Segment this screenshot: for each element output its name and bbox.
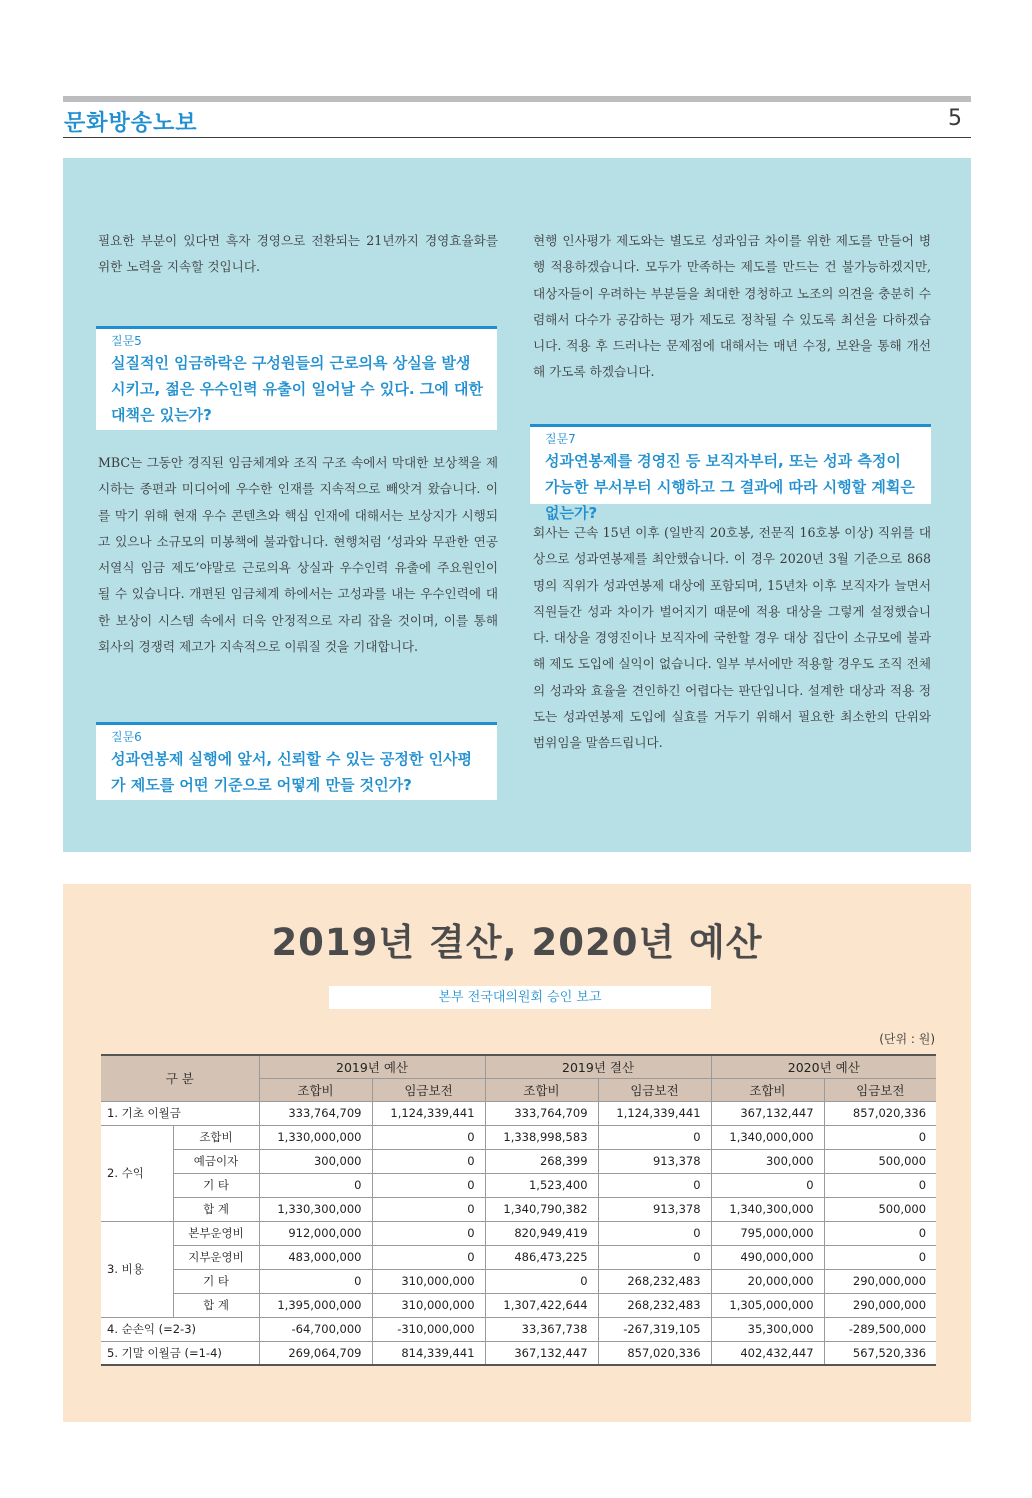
- table-cell: 795,000,000: [711, 1221, 824, 1245]
- table-cell: 269,064,709: [259, 1341, 372, 1365]
- question-6-label: 질문6: [111, 730, 142, 744]
- table-cell: 268,232,483: [598, 1293, 711, 1317]
- table-cell: 0: [372, 1245, 485, 1269]
- table-cell: 333,764,709: [485, 1101, 598, 1125]
- table-cell: 20,000,000: [711, 1269, 824, 1293]
- table-cell: 1,338,998,583: [485, 1125, 598, 1149]
- answer-5-text: MBC는 그동안 경직된 임금체계와 조직 구조 속에서 막대한 보상책을 제시하는 종편과 미디어에 우수한 인재를 지속적으로 빼앗겨 왔습니다. 이를 막기 위해 현재 우수 콘텐츠와 핵심 인재에 대해서는 보상지가 시행되고 있으나 소규모의 미봉책에 불과합니다. 현행처럼 ‘성과와 무관한 연공서열식 임금 제도’야말로 근로의욕 상실과 우수인력 유출에 주요원인이 될 수 있습니다. 개편된 임금체계 하에서는 고성과를 내는 우수인력에 대한 보상이 시스템 속에서 더욱 안정적으로 자리 잡을 것이며, 이를 통해 회사의 경쟁력 제고가 지속적으로 이뤄질 것을 기대합니다.: [98, 455, 498, 655]
- table-row: [101, 1125, 936, 1149]
- column-header: 임금보전: [824, 1078, 936, 1101]
- question-6-text: 성과연봉제 실행에 앞서, 신뢰할 수 있는 공정한 인사평가 제도를 어떤 기준으로 어떻게 만들 것인가?: [111, 750, 473, 794]
- row-label: 기 타: [173, 1269, 259, 1293]
- table-cell: 0: [824, 1221, 936, 1245]
- table-cell: 268,232,483: [598, 1269, 711, 1293]
- table-cell: 300,000: [711, 1149, 824, 1173]
- table-cell: 310,000,000: [372, 1293, 485, 1317]
- table-cell: 0: [598, 1245, 711, 1269]
- table-cell: 820,949,419: [485, 1221, 598, 1245]
- table-cell: 0: [259, 1173, 372, 1197]
- row-label: 4. 순손익 (=2-3): [101, 1317, 259, 1341]
- header-rule: [63, 96, 971, 102]
- publication-title: 문화방송노보: [64, 111, 198, 136]
- budget-title: 2019년 결산, 2020년 예산: [271, 921, 763, 964]
- question-7-text: 성과연봉제를 경영진 등 보직자부터, 또는 성과 측정이 가능한 부서부터 시행하고 그 결과에 따라 시행할 계획은 없는가?: [545, 452, 915, 522]
- group-header: 2019년 예산: [259, 1055, 485, 1078]
- table-cell: 567,520,336: [824, 1341, 936, 1365]
- table-cell: 1,307,422,644: [485, 1293, 598, 1317]
- right-intro-text: 현행 인사평가 제도와는 별도로 성과임금 차이를 위한 제도를 만들어 병행 적용하겠습니다. 모두가 만족하는 제도를 만드는 건 불가능하겠지만, 대상자들이 우려하는 부분들을 최대한 경청하고 노조의 의견을 충분히 수렴해서 다수가 공감하는 평가 제도로 정착될 수 있도록 최선을 다하겠습니다. 적용 후 드러나는 문제점에 대해서는 매년 수정, 보완을 통해 개선해 가도록 하겠습니다.: [533, 233, 931, 380]
- budget-section: [63, 884, 971, 1422]
- group-header: 2020년 예산: [711, 1055, 936, 1078]
- table-cell: 500,000: [824, 1197, 936, 1221]
- table-row: [101, 1149, 936, 1173]
- table-cell: 1,124,339,441: [372, 1101, 485, 1125]
- table-cell: 912,000,000: [259, 1221, 372, 1245]
- table-cell: 0: [598, 1173, 711, 1197]
- table-cell: -267,319,105: [598, 1317, 711, 1341]
- table-cell: 483,000,000: [259, 1245, 372, 1269]
- table-cell: 1,395,000,000: [259, 1293, 372, 1317]
- column-header: 임금보전: [598, 1078, 711, 1101]
- budget-subtitle: 본부 전국대의원회 승인 보고: [329, 986, 711, 1009]
- table-row: [101, 1341, 936, 1365]
- column-header: 조합비: [259, 1078, 372, 1101]
- table-cell: 0: [372, 1125, 485, 1149]
- question-5-text: 실질적인 임금하락은 구성원들의 근로의욕 상실을 발생시키고, 젊은 우수인력 유출이 일어날 수 있다. 그에 대한 대책은 있는가?: [111, 354, 483, 424]
- table-cell: 857,020,336: [824, 1101, 936, 1125]
- table-cell: 0: [824, 1245, 936, 1269]
- table-cell: 0: [485, 1269, 598, 1293]
- group-label-income: 2. 수익: [101, 1125, 173, 1221]
- row-label: 합 계: [173, 1197, 259, 1221]
- column-header: 조합비: [711, 1078, 824, 1101]
- table-row: [101, 1293, 936, 1317]
- table-cell: -289,500,000: [824, 1317, 936, 1341]
- row-label: 예금이자: [173, 1149, 259, 1173]
- row-label: 조합비: [173, 1125, 259, 1149]
- qa-section: [63, 158, 971, 852]
- column-header: 조합비: [485, 1078, 598, 1101]
- table-cell: 0: [372, 1221, 485, 1245]
- table-cell: 1,340,300,000: [711, 1197, 824, 1221]
- question-7-box: [530, 424, 931, 522]
- row-label: 지부운영비: [173, 1245, 259, 1269]
- table-cell: 490,000,000: [711, 1245, 824, 1269]
- row-label: 본부운영비: [173, 1221, 259, 1245]
- question-5-box: [96, 326, 497, 430]
- table-cell: 367,132,447: [485, 1341, 598, 1365]
- table-cell: 500,000: [824, 1149, 936, 1173]
- table-cell: 300,000: [259, 1149, 372, 1173]
- table-cell: 1,340,790,382: [485, 1197, 598, 1221]
- table-cell: 0: [824, 1125, 936, 1149]
- table-cell: 0: [372, 1149, 485, 1173]
- table-cell: 913,378: [598, 1197, 711, 1221]
- row-label: 5. 기말 이월금 (=1-4): [101, 1341, 259, 1365]
- table-row: [101, 1269, 936, 1293]
- table-cell: -310,000,000: [372, 1317, 485, 1341]
- table-cell: 814,339,441: [372, 1341, 485, 1365]
- table-cell: 268,399: [485, 1149, 598, 1173]
- row-label: 합 계: [173, 1293, 259, 1317]
- table-cell: 402,432,447: [711, 1341, 824, 1365]
- table-cell: 35,300,000: [711, 1317, 824, 1341]
- table-row: [101, 1197, 936, 1221]
- unit-label: (단위 : 원): [879, 1032, 935, 1046]
- table-cell: 1,330,300,000: [259, 1197, 372, 1221]
- table-cell: 0: [824, 1173, 936, 1197]
- table-cell: 1,330,000,000: [259, 1125, 372, 1149]
- page-number: 5: [948, 106, 962, 131]
- row-label: 기 타: [173, 1173, 259, 1197]
- table-cell: 1,523,400: [485, 1173, 598, 1197]
- row-label: 1. 기초 이월금: [101, 1101, 259, 1125]
- table-cell: -64,700,000: [259, 1317, 372, 1341]
- table-cell: 367,132,447: [711, 1101, 824, 1125]
- left-intro-text: 필요한 부분이 있다면 흑자 경영으로 전환되는 21년까지 경영효율화를 위한 노력을 지속할 것입니다.: [98, 233, 498, 275]
- table-cell: 0: [598, 1125, 711, 1149]
- table-cell: 0: [711, 1173, 824, 1197]
- question-6-box: [96, 722, 497, 800]
- table-row: [101, 1317, 936, 1341]
- table-cell: 1,124,339,441: [598, 1101, 711, 1125]
- table-cell: 290,000,000: [824, 1293, 936, 1317]
- table-cell: 290,000,000: [824, 1269, 936, 1293]
- question-5-label: 질문5: [111, 334, 142, 348]
- table-cell: 333,764,709: [259, 1101, 372, 1125]
- category-header: 구 분: [101, 1055, 259, 1101]
- table-row: [101, 1173, 936, 1197]
- group-label-expense: 3. 비용: [101, 1221, 173, 1317]
- header-divider: [63, 137, 971, 138]
- question-7-label: 질문7: [545, 432, 576, 446]
- table-cell: 1,340,000,000: [711, 1125, 824, 1149]
- table-cell: 486,473,225: [485, 1245, 598, 1269]
- table-row: [101, 1101, 936, 1125]
- budget-table: [101, 1054, 936, 1366]
- table-cell: 0: [259, 1269, 372, 1293]
- table-cell: 1,305,000,000: [711, 1293, 824, 1317]
- table-cell: 857,020,336: [598, 1341, 711, 1365]
- table-row: [101, 1245, 936, 1269]
- table-cell: 0: [372, 1197, 485, 1221]
- answer-7-text: 회사는 근속 15년 이후 (일반직 20호봉, 전문직 16호봉 이상) 직위를 대상으로 성과연봉제를 최안했습니다. 이 경우 2020년 3월 기준으로 868명의 직위가 성과연봉제 대상에 포함되며, 15년차 이후 보직자가 늘면서 직원들간 성과 차이가 벌어지기 때문에 적용 대상을 그렇게 설정했습니다. 대상을 경영진이나 보직자에 국한할 경우 대상 집단이 소규모에 불과해 제도 도입에 실익이 없습니다. 일부 부서에만 적용할 경우도 조직 전체의 성과와 효율을 견인하긴 어렵다는 판단입니다. 설계한 대상과 적용 정도는 성과연봉제 도입에 실효를 거두기 위해서 필요한 최소한의 단위와 범위임을 말씀드립니다.: [533, 525, 931, 751]
- table-cell: 310,000,000: [372, 1269, 485, 1293]
- table-cell: 0: [598, 1221, 711, 1245]
- column-header: 임금보전: [372, 1078, 485, 1101]
- table-cell: 913,378: [598, 1149, 711, 1173]
- table-row: [101, 1221, 936, 1245]
- table-cell: 0: [372, 1173, 485, 1197]
- table-cell: 33,367,738: [485, 1317, 598, 1341]
- group-header: 2019년 결산: [485, 1055, 711, 1078]
